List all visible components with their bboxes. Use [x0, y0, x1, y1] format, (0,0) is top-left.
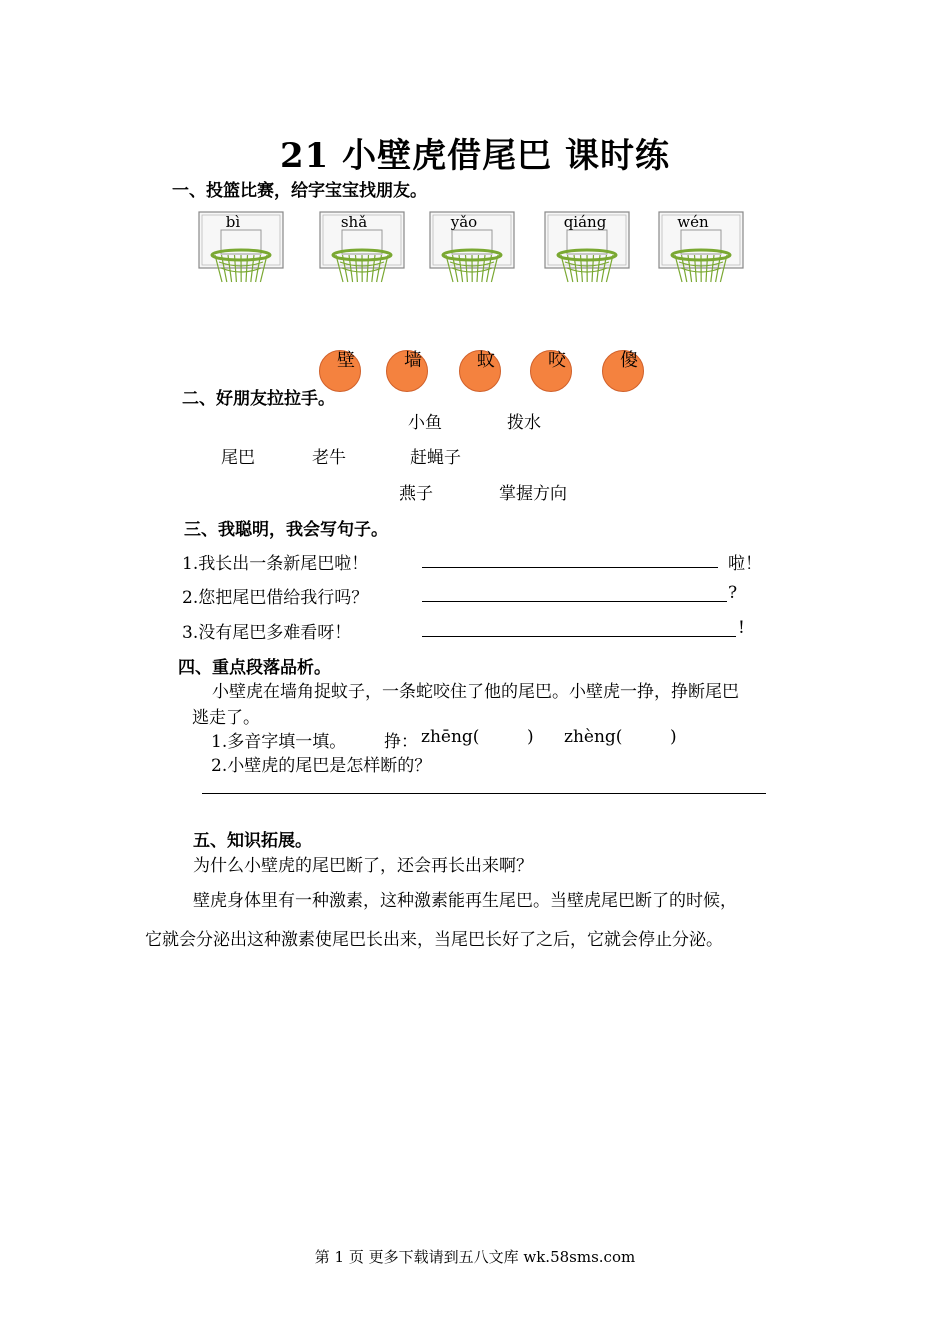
section5-heading: 五、知识拓展。 [193, 831, 312, 851]
sentence-2: 2.您把尾巴借给我行吗？ [182, 588, 369, 608]
ball-character: 咬 [548, 350, 566, 371]
word-yanzi: 燕子 [399, 484, 433, 504]
q1-pinyin-1-close: ) [527, 727, 534, 747]
word-zhangwo: 掌握方向 [499, 484, 567, 504]
section5-answer-1: 壁虎身体里有一种激素，这种激素能再生尾巴。当壁虎尾巴断了的时候， [193, 891, 737, 911]
page-footer: 第 1 页 更多下载请到五八文库 wk.58sms.com [314, 1248, 636, 1266]
page-title: 21 小壁虎借尾巴 课时练 [280, 136, 670, 176]
ball-character: 墙 [404, 350, 422, 371]
passage-line-2: 逃走了。 [192, 708, 260, 728]
sentence-2-end: ? [728, 583, 738, 603]
answer-line-3[interactable] [422, 636, 736, 637]
section4-heading: 四、重点段落品析。 [178, 658, 331, 678]
section5-question: 为什么小壁虎的尾巴断了，还会再长出来啊？ [193, 856, 533, 876]
answer-line-2[interactable] [422, 601, 727, 602]
q1-label: 1.多音字填一填。 [211, 732, 347, 752]
word-boshui: 拨水 [507, 413, 541, 433]
section2-heading: 二、好朋友拉拉手。 [182, 389, 335, 409]
word-laoniu: 老牛 [312, 448, 346, 468]
ball-character: 蚊 [477, 350, 495, 371]
q1-char: 挣： [384, 732, 418, 752]
word-ganyingzi: 赶蝇子 [410, 448, 461, 468]
q1-pinyin-2: zhèng( [564, 727, 623, 747]
sentence-1-end: 啦！ [728, 554, 762, 574]
pinyin-label: bì [225, 213, 241, 231]
section5-answer-2: 它就会分泌出这种激素使尾巴长出来，当尾巴长好了之后，它就会停止分泌。 [145, 930, 723, 950]
q2-answer-line[interactable] [202, 793, 766, 794]
q2-text: 2.小壁虎的尾巴是怎样断的？ [211, 756, 432, 776]
section1-heading: 一、投篮比赛，给字宝宝找朋友。 [172, 181, 427, 201]
pinyin-label: yǎo [450, 213, 478, 231]
pinyin-label: shǎ [340, 213, 368, 231]
word-weiba: 尾巴 [221, 448, 255, 468]
ball-character: 壁 [337, 350, 355, 371]
section3-heading: 三、我聪明，我会写句子。 [184, 520, 388, 540]
q1-pinyin-1: zhēng( [421, 727, 480, 747]
passage-line-1: 小壁虎在墙角捉蚊子，一条蛇咬住了他的尾巴。小壁虎一挣，挣断尾巴 [212, 682, 739, 702]
sentence-3-end: ! [738, 618, 745, 638]
sentence-1: 1.我长出一条新尾巴啦！ [182, 554, 369, 574]
pinyin-label: qiáng [563, 213, 607, 231]
word-xiaoyu: 小鱼 [408, 413, 442, 433]
pinyin-label: wén [677, 213, 709, 231]
answer-line-1[interactable] [422, 567, 718, 568]
sentence-3: 3.没有尾巴多难看呀！ [182, 623, 352, 643]
q1-pinyin-2-close: ) [670, 727, 677, 747]
ball-character: 傻 [620, 350, 638, 371]
